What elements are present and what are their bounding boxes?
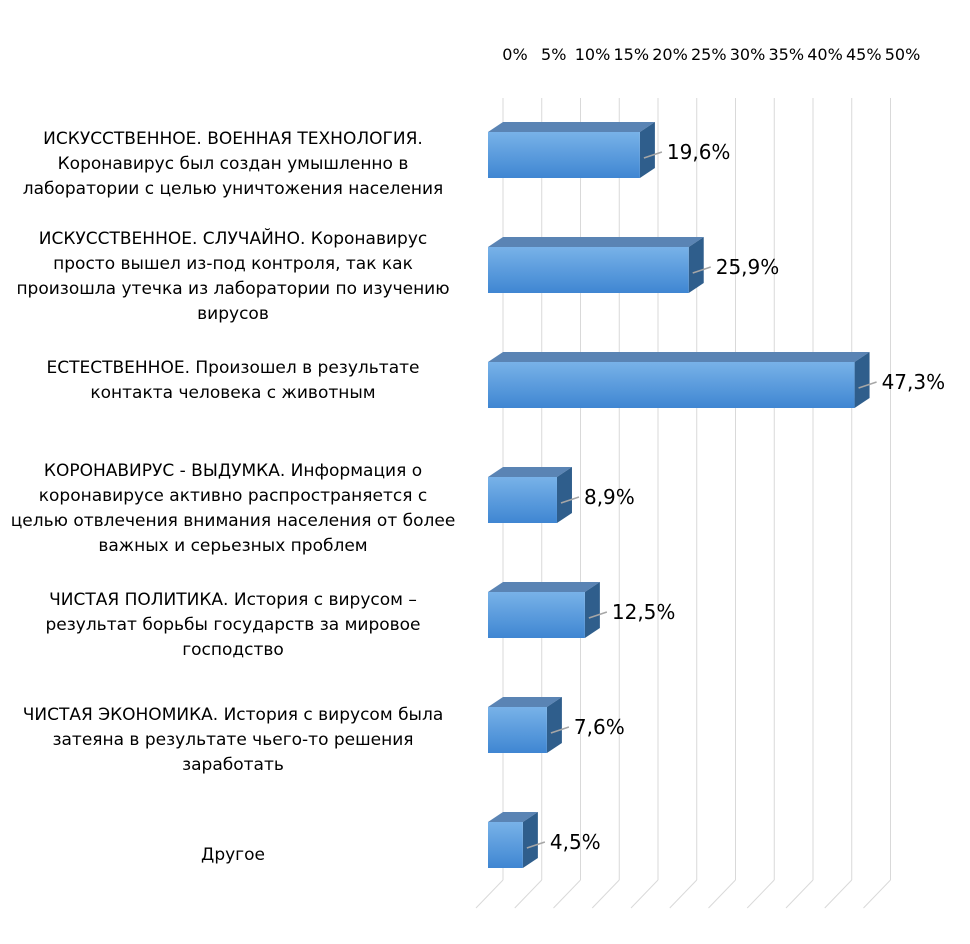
category-label: Другое [201,844,265,865]
gridline-floor [554,880,581,908]
x-tick-label: 40% [807,45,843,64]
category-label: КОРОНАВИРУС - ВЫДУМКА. Информация о коронавирусе активно распространяется с целью отвлечения внимания населения от более важных и серьезных проблем [10,461,456,556]
data-label: 8,9% [583,485,635,509]
bar [488,237,704,293]
bar-front-face [488,707,547,753]
x-tick-label: 35% [768,45,805,64]
gridline-floor [864,880,891,908]
gridline-floor [747,880,774,908]
gridline-floor [786,880,813,908]
data-label: 12,5% [611,600,676,624]
x-axis-ticks [502,45,920,64]
x-tick-label: 10% [574,45,611,64]
gridline-floor [825,880,852,908]
x-tick-label: 20% [652,45,688,64]
bar [488,467,572,523]
bar [488,697,562,753]
x-tick-label: 30% [729,45,766,64]
data-label: 19,6% [666,140,731,164]
category-label: ИСКУССТВЕННОЕ. ВОЕННАЯ ТЕХНОЛОГИЯ. Коронавирус был создан умышленно в лаборатории с целью уничтожения населения [22,128,444,199]
bar-front-face [488,592,585,638]
x-tick-label: 50% [884,45,921,64]
bars [488,122,870,868]
gridline-floor [592,880,619,908]
data-label: 7,6% [573,715,625,739]
category-label: ЧИСТАЯ ПОЛИТИКА. История с вирусом – результат борьбы государств за мировое господство [45,589,421,660]
bar-front-face [488,132,640,178]
x-tick-label: 15% [613,45,650,64]
bar-top-face [488,352,870,362]
gridline-floor [631,880,658,908]
bar-front-face [488,247,689,293]
gridline-floor [709,880,736,908]
bar [488,352,870,408]
category-label: ЧИСТАЯ ЭКОНОМИКА. История с вирусом была затеяна в результате чьего-то решения заработать [22,704,444,775]
data-label: 25,9% [715,255,780,279]
data-label: 4,5% [549,830,601,854]
data-label: 47,3% [881,370,946,394]
bar-top-face [488,237,704,247]
category-label: ЕСТЕСТВЕННОЕ. Произошел в результате контакта человека с животным [46,358,420,403]
bar-top-face [488,582,600,592]
bar [488,582,600,638]
x-tick-label: 0% [502,45,528,64]
bar [488,812,538,868]
bar-front-face [488,362,855,408]
x-tick-label: 25% [690,45,727,64]
category-label: ИСКУССТВЕННОЕ. СЛУЧАЙНО. Коронавирус просто вышел из-под контроля, так как произошла утечка из лаборатории по изучению вирусов [16,229,450,324]
bar-front-face [488,477,557,523]
x-tick-label: 5% [541,45,567,64]
bar [488,122,655,178]
x-tick-label: 45% [845,45,882,64]
bar-top-face [488,122,655,132]
gridline-floor [670,880,697,908]
bar-front-face [488,822,523,868]
gridline-floor [476,880,503,908]
gridline-floor [515,880,542,908]
